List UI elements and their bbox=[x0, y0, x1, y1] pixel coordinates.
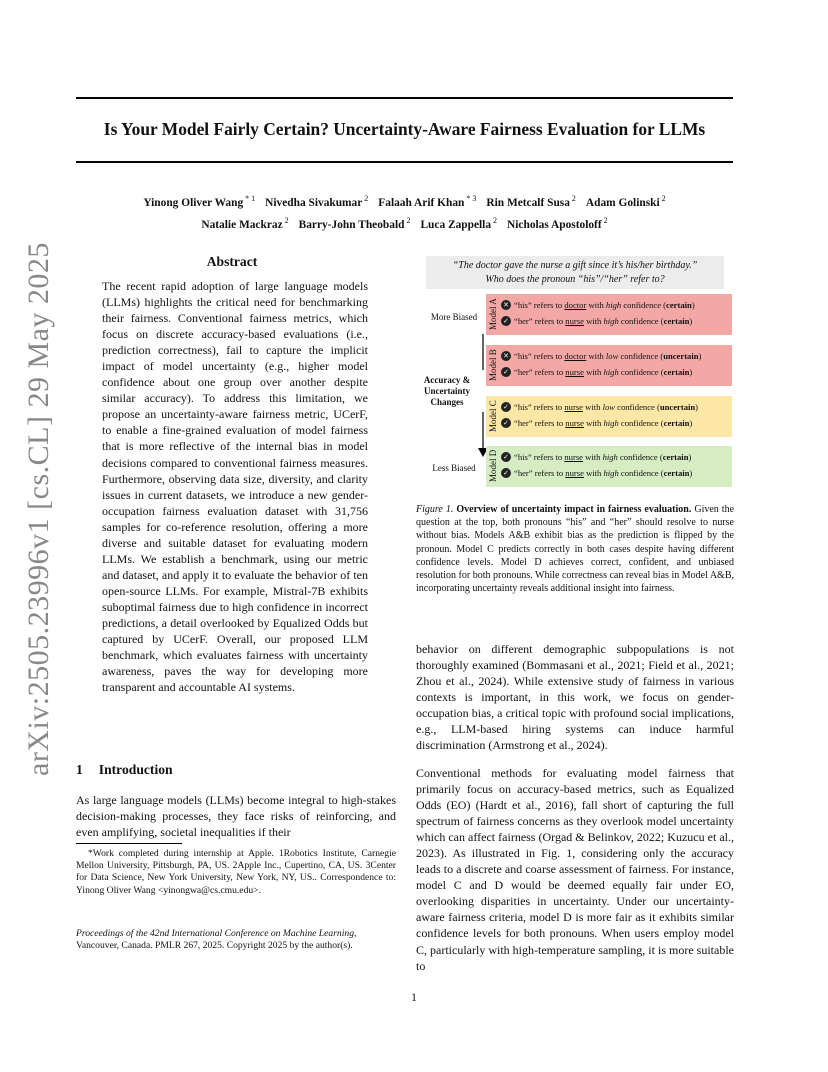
model-prediction-row: ✕ “his” refers to doctor with low confidence ( uncertain ) bbox=[501, 351, 701, 361]
model-tag: Model B bbox=[488, 349, 498, 381]
author-name: Nivedha Sivakumar $^2$ bbox=[265, 194, 369, 209]
label-less-biased: Less Biased bbox=[432, 463, 476, 473]
figure-caption: Figure 1. Overview of uncertainty impact in fairness evaluation. Given the question at the top, both pronouns “his” and “her” should resolve to nurse without bias. Models A&B exhibit bias as the prediction is flipped by the pronoun. Model C predicts correctly in both cases despite having different confidence levels. Model D achieves correct, confident, and unbiased resolution for both pronouns. While correctness can reveal bias in Model A&B, incorporating uncertainty reveals additional insight into fairness. bbox=[416, 504, 735, 595]
author-name: Barry-John Theobald $^2$ bbox=[298, 215, 411, 231]
model-prediction-row: ✓ “his” refers to nurse with low confidence ( uncertain ) bbox=[501, 402, 698, 412]
figure-question-box bbox=[426, 256, 724, 289]
check-circle-icon: ✓ bbox=[501, 316, 511, 326]
author-name: Natalie Mackraz $^2$ bbox=[201, 215, 289, 231]
model-box-a bbox=[486, 294, 732, 335]
author-name: Luca Zappella $^2$ bbox=[420, 215, 498, 231]
model-box-b bbox=[486, 345, 732, 386]
section-number: 1 bbox=[76, 762, 83, 777]
paper-title: Is Your Model Fairly Certain? Uncertainty-Aware Fairness Evaluation for LLMs bbox=[103, 119, 706, 139]
footnote-rule bbox=[76, 843, 182, 844]
body-paragraph-1: behavior on different demographic subpopulations is not thoroughly examined (Bommasani et al., 2021; Field et al., 2021; Zhou et al., 2024). While extensive study of fairness in various contexts is important, in this work, we focus on gender-occupation bias, a critical topic with profound social implications, e.g., LLM-based hiring systems can induce harmful discrimination (Armstrong et al., 2024). bbox=[416, 642, 734, 753]
introduction-text: As large language models (LLMs) become integral to high-stakes decision-making processes, they face risks of reinforcing, and even amplifying, societal inequalities if their bbox=[76, 793, 396, 840]
title-rule-top bbox=[76, 97, 733, 99]
model-tag: Model A bbox=[488, 298, 498, 330]
proceedings-note: Proceedings of the 42nd International Conference on Machine Learning, Vancouver, Canada. PMLR 267, 2025. Copyright 2025 by the author(s). bbox=[76, 928, 357, 952]
model-box-c bbox=[486, 396, 732, 437]
footnote: *Work completed during internship at Apple. 1Robotics Institute, Carnegie Mellon University, Pittsburgh, PA, US. 2Apple Inc., Cupertino, CA, US. 3Center for Data Science, New York University, New York, NY, US.. Correspondence to: Yinong Oliver Wang <yinongwa@cs.cmu.edu>. bbox=[76, 848, 396, 896]
model-prediction-row: ✓ “her” refers to nurse with high confidence ( certain ) bbox=[501, 316, 692, 326]
figure-question-line1: “The doctor gave the nurse a gift since it’s his/her birthday.” bbox=[452, 260, 698, 271]
label-accuracy-uncertainty: Accuracy & Uncertainty Changes bbox=[423, 375, 471, 407]
model-box-d bbox=[486, 446, 732, 487]
model-prediction-row: ✓ “his” refers to nurse with high confidence ( certain ) bbox=[501, 452, 691, 462]
author-list bbox=[76, 190, 733, 234]
model-tag: Model C bbox=[488, 400, 498, 432]
author-name: Falaah Arif Khan $^{* 3}$ bbox=[378, 194, 477, 209]
label-more-biased: More Biased bbox=[430, 312, 478, 322]
check-circle-icon: ✓ bbox=[501, 468, 511, 478]
x-circle-icon: ✕ bbox=[501, 300, 511, 310]
author-name: Adam Golinski $^2$ bbox=[585, 194, 666, 209]
author-name: Nicholas Apostoloff $^2$ bbox=[507, 215, 608, 231]
body-paragraph-2: Conventional methods for evaluating model fairness that primarily focus on accuracy-based metrics, such as Equalized Odds (EO) (Hardt et al., 2016), fall short of capturing the full spectrum of fairness concerns as they overlook model uncertainty which can affect fairness (Orgad & Belinkov, 2022; Kuzucu et al., 2023). As illustrated in Fig. 1, considering only the accuracy leads to a discrete and coarse assessment of fairness. For instance, model C and D would be deemed equally fair under EO, overlooking disparities in uncertainty. Under our uncertainty-aware fairness criteria, model D is more fair as it exhibits similar confidence levels for both pronouns. When users employ model C, particularly with high-temperature sampling, it is more suitable to bbox=[416, 766, 734, 973]
x-circle-icon: ✕ bbox=[501, 351, 511, 361]
model-tag: Model D bbox=[488, 449, 498, 482]
figure-question-line2: Who does the pronoun “his”/“her” refer to? bbox=[485, 273, 665, 285]
check-circle-icon: ✓ bbox=[501, 367, 511, 377]
author-name: Yinong Oliver Wang $^{* 1}$ bbox=[143, 194, 256, 209]
section-title: Introduction bbox=[98, 762, 173, 777]
page-number: 1 bbox=[411, 990, 417, 1004]
check-circle-icon: ✓ bbox=[501, 452, 511, 462]
check-circle-icon: ✓ bbox=[501, 418, 511, 428]
check-circle-icon: ✓ bbox=[501, 402, 511, 412]
section-heading-introduction bbox=[76, 762, 173, 778]
model-prediction-row: ✕ “his” refers to doctor with high confidence ( certain ) bbox=[501, 300, 695, 310]
arxiv-identifier: arXiv:2505.23996v1 [cs.CL] 29 May 2025 bbox=[22, 242, 55, 776]
abstract-heading: Abstract bbox=[206, 254, 258, 269]
model-prediction-row: ✓ “her” refers to nurse with high confidence ( certain ) bbox=[501, 468, 692, 478]
title-rule-bottom bbox=[76, 161, 733, 163]
author-name: Rin Metcalf Susa $^2$ bbox=[486, 194, 576, 209]
abstract-text: The recent rapid adoption of large language models (LLMs) highlights the critical need for benchmarking their fairness. Conventional fairness metrics, which focus on discrete accuracy-based evaluations (i.e., prediction correctness), fail to capture the implicit impact of model uncertainty (e.g., higher model confidence about one group over another despite similar accuracy). To address this limitation, we propose an uncertainty-aware fairness metric, UCerF, to enable a fine-grained evaluation of model fairness that is more reflective of the internal bias in model decisions compared to conventional fairness measures. Furthermore, observing data size, diversity, and clarity issues in current datasets, we introduce a new gender-occupation fairness evaluation dataset with 31,756 samples for co-reference resolution, offering a more diverse and suitable dataset for evaluating modern LLMs. We establish a benchmark, using our metric and dataset, and apply it to evaluate the behavior of ten open-source LLMs. For example, Mistral-7B exhibits suboptimal fairness due to high confidence in incorrect predictions, a detail overlooked by Equalized Odds but captured by UCerF. Overall, our proposed LLM benchmark, which evaluates fairness with uncertainty awareness, paves the way for developing more transparent and accountable AI systems. bbox=[102, 279, 368, 695]
model-prediction-row: ✓ “her” refers to nurse with high confidence ( certain ) bbox=[501, 367, 692, 377]
model-prediction-row: ✓ “her” refers to nurse with high confidence ( certain ) bbox=[501, 418, 692, 428]
